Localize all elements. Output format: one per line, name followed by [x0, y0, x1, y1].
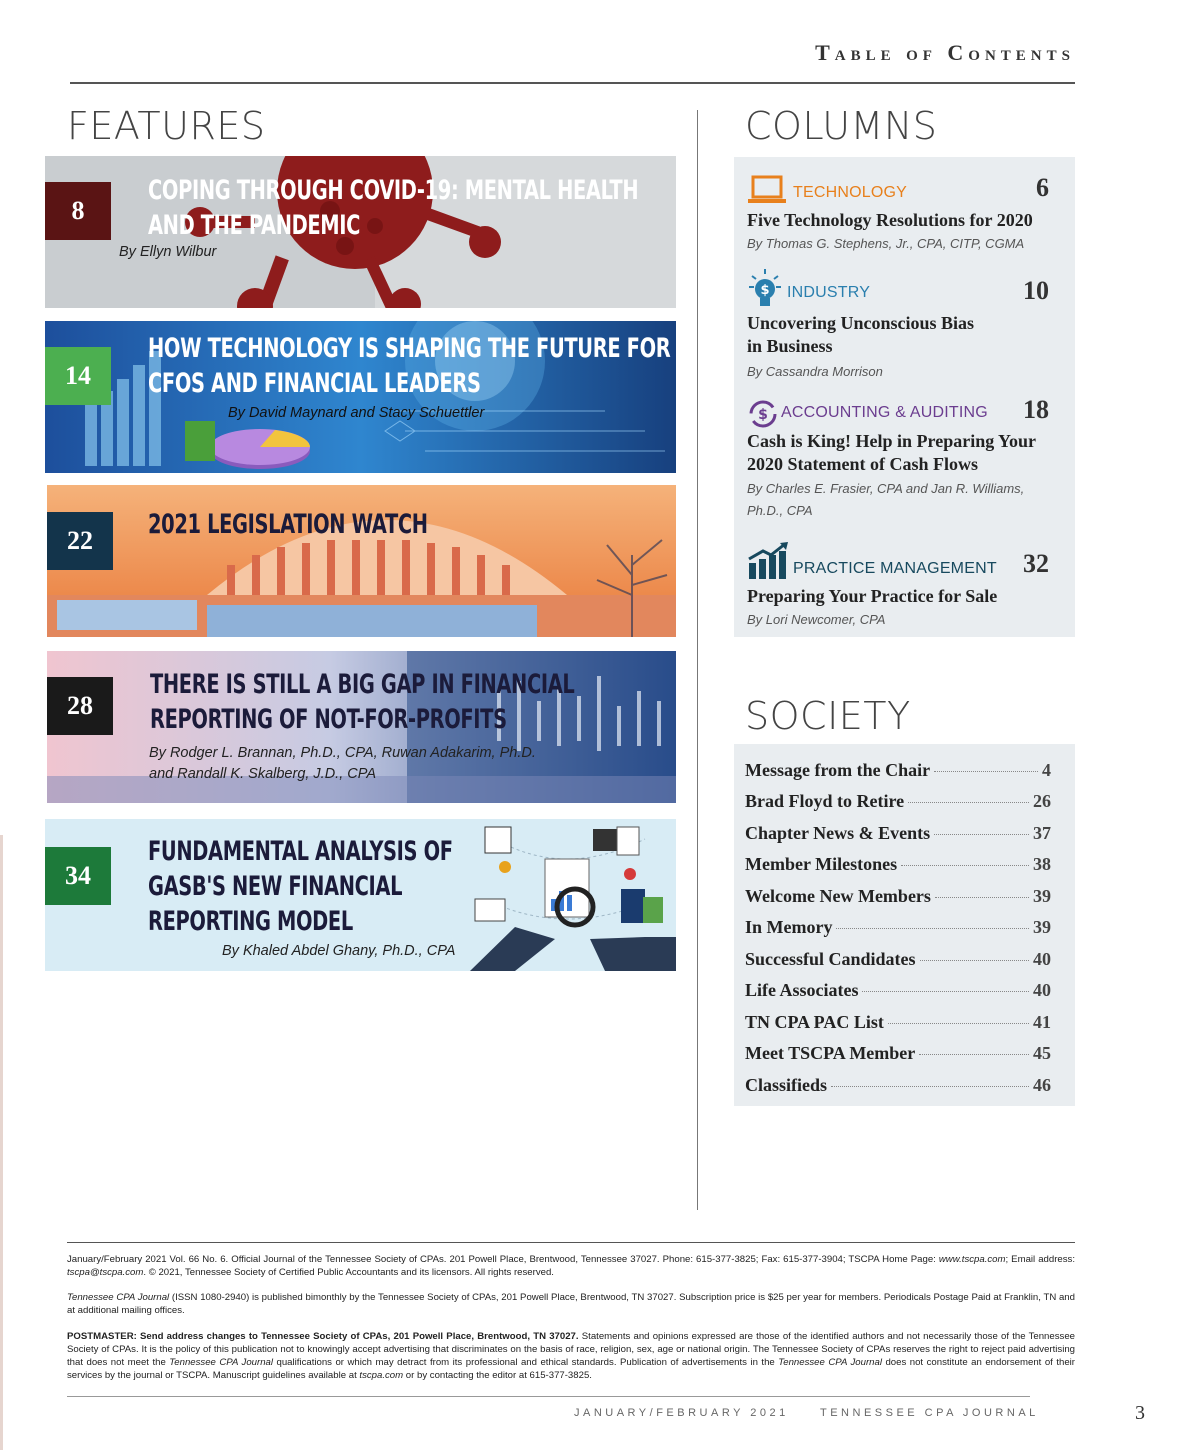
leader-dots [862, 991, 1029, 992]
feature-title [148, 173, 638, 243]
society-item[interactable] [745, 1043, 1051, 1071]
leader-dots [836, 928, 1029, 929]
leader-dots [831, 1086, 1029, 1087]
society-item-page: 37 [1033, 823, 1051, 843]
column-category: INDUSTRY [787, 284, 871, 301]
society-item[interactable] [745, 980, 1051, 1008]
society-item[interactable] [745, 854, 1051, 882]
column-item-industry[interactable] [747, 267, 1061, 385]
page-number: 3 [1135, 1402, 1145, 1424]
feature-page-badge: 34 [45, 847, 111, 905]
column-byline-line: By Cassandra Morrison [747, 364, 883, 379]
leader-dots [919, 1054, 1029, 1055]
feature-page-badge: 28 [47, 677, 113, 735]
features-heading: FEATURES [67, 104, 266, 148]
feature-title-line: REPORTING MODEL [148, 906, 353, 937]
column-divider [697, 110, 698, 1210]
publication-info: January/February 2021 Vol. 66 No. 6. Official Journal of the Tennessee Society of CPAs. 201 Powell Place, Brentwood, Tennessee 37027. Phone: 615-377-3825; Fax: 615-377-3904; TSCPA Home Page: www.tscpa.com; Email address: tscpa@tscpa.com. © 2021, Tennessee Society of Certified Public Accountants and its licensors. All rights reserved. [67, 1254, 1075, 1278]
feature-title-line: REPORTING OF NOT-FOR-PROFITS [150, 704, 507, 735]
society-item[interactable] [745, 917, 1051, 945]
feature-byline-line: By Rodger L. Brannan, Ph.D., CPA, Ruwan Adakarim, Ph.D. [149, 745, 536, 761]
guidelines-link[interactable]: tscpa.com [359, 1370, 404, 1381]
society-item-page: 46 [1033, 1075, 1051, 1095]
column-category: ACCOUNTING & AUDITING [781, 404, 988, 421]
society-item[interactable] [745, 760, 1051, 788]
margin-accent [0, 835, 3, 1450]
society-item-label: TN CPA PAC List [745, 1012, 884, 1032]
leader-dots [934, 834, 1029, 835]
column-title-line: in Business [747, 336, 833, 356]
website-link[interactable]: www.tscpa.com [938, 1254, 1006, 1265]
columns-panel [734, 157, 1075, 637]
feature-page-badge: 22 [47, 512, 113, 570]
society-item-page: 38 [1033, 854, 1051, 874]
column-title-line: Uncovering Unconscious Bias [747, 313, 975, 333]
feature-title [148, 507, 428, 542]
journal-name: TENNESSEE CPA JOURNAL [820, 1407, 1039, 1419]
feature-legislation-watch[interactable] [47, 485, 676, 637]
publishing-statement: Tennessee CPA Journal (ISSN 1080-2940) is published bimonthly by the Tennessee Society of CPAs, 201 Powell Place, Brentwood, TN 37027. Subscription price is $25 per year for members. Periodicals Postage Paid at Franklin, TN and at additional mailing offices. [67, 1292, 1075, 1316]
column-page: 18 [1023, 395, 1049, 424]
society-item[interactable] [745, 1075, 1051, 1103]
lightbulb-dollar-icon [747, 267, 783, 316]
column-item-practice-management[interactable] [747, 541, 1061, 631]
feature-page-badge: 8 [45, 182, 111, 240]
feature-title-line: CFOS AND FINANCIAL LEADERS [148, 368, 481, 399]
columns-heading: COLUMNS [745, 104, 938, 148]
society-item-page: 39 [1033, 886, 1051, 906]
leader-dots [935, 897, 1029, 898]
column-page: 6 [1036, 173, 1049, 202]
column-byline-line: Ph.D., CPA [747, 503, 813, 518]
feature-title-line: FUNDAMENTAL ANALYSIS OF [148, 836, 453, 867]
leader-dots [920, 960, 1029, 961]
issue-date: JANUARY/FEBRUARY 2021 [574, 1407, 789, 1419]
society-item[interactable] [745, 1012, 1051, 1040]
laptop-icon [747, 175, 787, 212]
society-item-page: 45 [1033, 1043, 1051, 1063]
leader-dots [901, 865, 1029, 866]
society-item-page: 4 [1042, 760, 1051, 780]
column-title [747, 312, 974, 358]
footer-rule [67, 1242, 1075, 1243]
society-item-label: Member Milestones [745, 854, 898, 874]
leader-dots [908, 802, 1029, 803]
feature-title-line: HOW TECHNOLOGY IS SHAPING THE FUTURE FOR [148, 333, 671, 364]
column-byline-line: By Thomas G. Stephens, Jr., CPA, CITP, CGMA [747, 236, 1025, 251]
society-item-page: 26 [1033, 791, 1051, 811]
column-byline-line: By Charles E. Frasier, CPA and Jan R. Williams, [747, 481, 1025, 496]
feature-byline: By Ellyn Wilbur [119, 244, 217, 260]
column-title [747, 209, 1033, 232]
column-byline-line: By Lori Newcomer, CPA [747, 612, 886, 627]
feature-page-badge: 14 [45, 347, 111, 405]
column-byline [747, 478, 1024, 522]
leader-dots [934, 771, 1038, 772]
feature-byline [149, 743, 536, 785]
society-item-page: 40 [1033, 949, 1051, 969]
society-item-label: Brad Floyd to Retire [745, 791, 905, 811]
column-category: PRACTICE MANAGEMENT [793, 560, 997, 577]
column-page: 32 [1023, 549, 1049, 578]
column-title-line: 2020 Statement of Cash Flows [747, 454, 978, 474]
folio-rule [67, 1396, 1030, 1397]
feature-title-line: GASB'S NEW FINANCIAL [148, 871, 403, 902]
leader-dots [888, 1023, 1029, 1024]
feature-not-for-profits[interactable] [47, 651, 676, 803]
column-title-line: Preparing Your Practice for Sale [747, 586, 998, 606]
column-item-technology[interactable] [747, 171, 1061, 261]
header-rule [70, 82, 1075, 84]
society-item-page: 40 [1033, 980, 1051, 1000]
feature-title [148, 331, 670, 401]
column-title [747, 430, 1036, 476]
feature-byline: By David Maynard and Stacy Schuettler [228, 405, 485, 421]
page-title: Table of Contents [815, 40, 1075, 65]
column-byline [747, 361, 883, 383]
feature-byline: By Khaled Abdel Ghany, Ph.D., CPA [222, 943, 456, 959]
society-item-page: 41 [1033, 1012, 1051, 1032]
feature-title [150, 667, 574, 737]
column-title-line: Five Technology Resolutions for 2020 [747, 210, 1033, 230]
column-byline [747, 233, 1024, 255]
society-item-label: Message from the Chair [745, 760, 931, 780]
feature-title-line: AND THE PANDEMIC [148, 210, 361, 241]
column-byline [747, 609, 885, 631]
society-item-label: Life Associates [745, 980, 859, 1000]
society-item[interactable] [745, 886, 1051, 914]
society-item[interactable] [745, 949, 1051, 977]
feature-title-line: 2021 LEGISLATION WATCH [148, 509, 428, 540]
column-item-accounting-auditing[interactable] [747, 395, 1061, 535]
svg-text:$: $ [758, 407, 768, 423]
society-item-label: Meet TSCPA Member [745, 1043, 916, 1063]
feature-title-line: THERE IS STILL A BIG GAP IN FINANCIAL [150, 669, 575, 700]
postmaster-notice: POSTMASTER: Send address changes to Tennessee Society of CPAs, 201 Powell Place, Brentwood, TN 37027. Statements and opinions expressed are those of the identified authors and not necessarily those of the Tennessee Society of CPAs. It is the policy of this publication not to knowingly accept advertising that discriminates on the basis of race, religion, sex, age or national origin. The Tennessee Society of CPAs reserves the right to reject paid advertising that does not meet the Tennessee CPA Journal qualifications or which may detract from its professional and ethical standards. Publication of advertisements in the Tennessee CPA Journal does not constitute an endorsement of their services by the journal or TSCPA. Manuscript guidelines available at tscpa.com or by contacting the editor at 615-377-3825. [67, 1331, 1075, 1381]
feature-title-line: COPING THROUGH COVID-19: MENTAL HEALTH [148, 175, 639, 206]
growth-chart-icon [747, 541, 791, 586]
column-page: 10 [1023, 276, 1049, 305]
society-item-label: Chapter News & Events [745, 823, 931, 843]
society-item-page: 39 [1033, 917, 1051, 937]
society-heading: SOCIETY [745, 694, 911, 738]
feature-title [148, 834, 453, 939]
svg-text:$: $ [760, 283, 770, 298]
email-link[interactable]: tscpa@tscpa.com [67, 1267, 144, 1278]
column-title [747, 585, 997, 608]
feature-gasb-model[interactable] [45, 819, 676, 971]
society-item-label: Successful Candidates [745, 949, 916, 969]
feature-technology-cfos[interactable] [45, 321, 676, 473]
column-category: TECHNOLOGY [793, 184, 908, 201]
feature-covid[interactable] [45, 156, 676, 308]
column-title-line: Cash is King! Help in Preparing Your [747, 431, 1037, 451]
feature-byline-line: and Randall K. Skalberg, J.D., CPA [149, 766, 377, 782]
society-item[interactable] [745, 791, 1051, 819]
society-item-label: Welcome New Members [745, 886, 931, 906]
society-item[interactable] [745, 823, 1051, 851]
society-panel [734, 744, 1075, 1106]
society-item-label: In Memory [745, 917, 833, 937]
society-item-label: Classifieds [745, 1075, 828, 1095]
